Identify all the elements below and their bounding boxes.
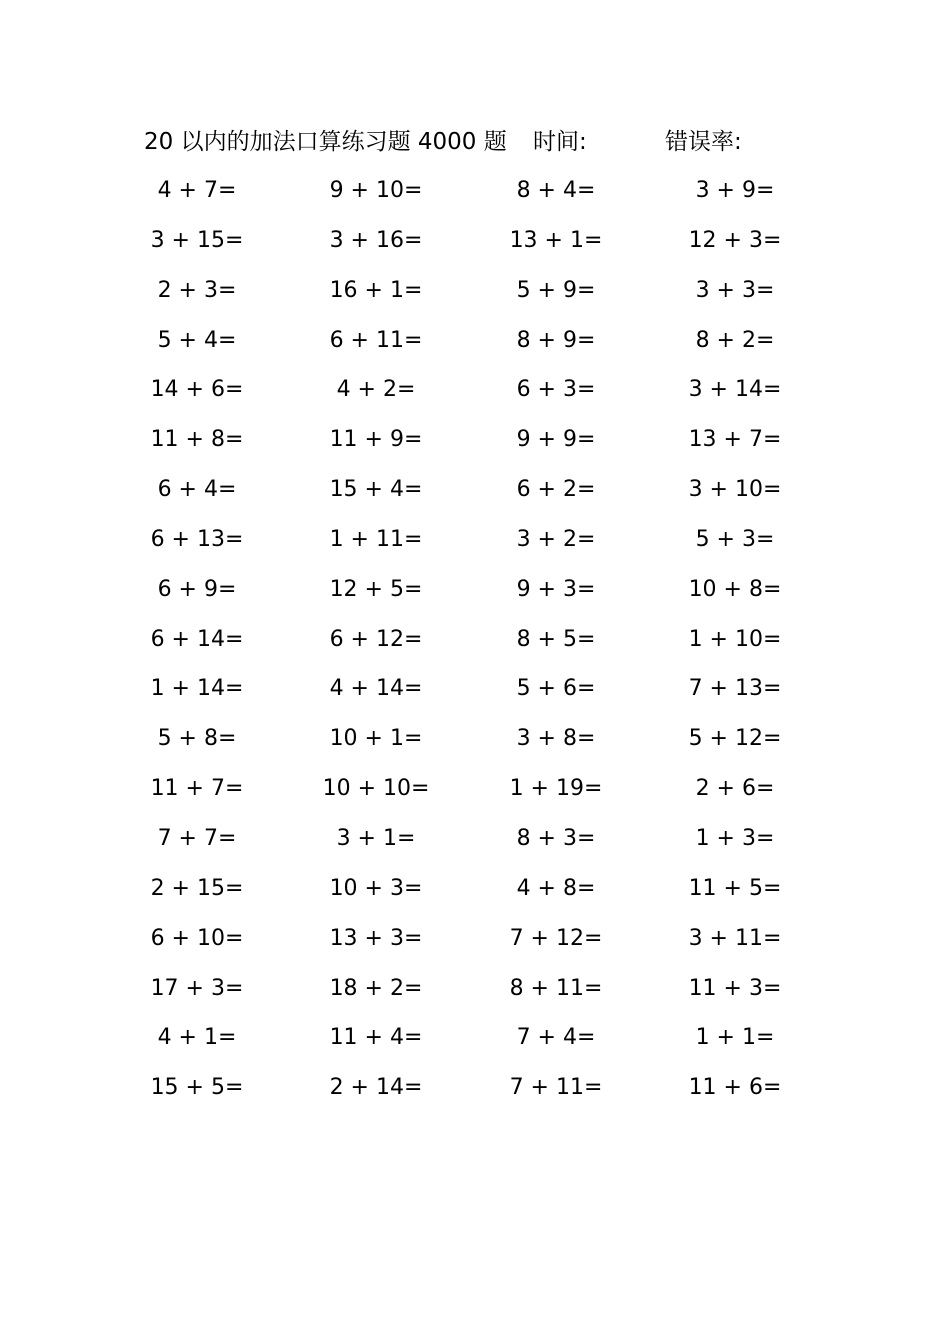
problem-item: 11 + 9= [329,427,423,453]
problem-grid [0,172,950,1119]
problem-item: 13 + 7= [688,427,782,453]
problem-row [0,471,950,521]
problem-row [0,521,950,571]
problem-item: 4 + 8= [516,875,596,901]
problem-item: 11 + 6= [688,1075,782,1101]
problem-row [0,920,950,970]
problem-item: 1 + 10= [688,626,782,652]
problem-item: 2 + 15= [150,875,244,901]
problem-item: 4 + 14= [329,676,423,702]
problem-item: 3 + 2= [516,526,596,552]
problem-row [0,322,950,372]
problem-item: 3 + 11= [688,925,782,951]
problem-row [0,222,950,272]
problem-item: 10 + 1= [329,726,423,752]
problem-item: 3 + 14= [688,377,782,403]
problem-item: 1 + 1= [695,1025,775,1051]
problem-item: 9 + 10= [329,178,423,203]
problem-item: 8 + 11= [509,975,603,1001]
problem-item: 8 + 3= [516,825,596,851]
problem-item: 6 + 12= [329,626,423,652]
problem-row [0,571,950,621]
problem-item: 5 + 3= [695,526,775,552]
problem-row [0,870,950,920]
problem-row [0,770,950,820]
problem-item: 2 + 6= [695,776,775,802]
problem-item: 2 + 3= [157,277,237,303]
problem-item: 5 + 4= [157,327,237,353]
problem-item: 6 + 11= [329,327,423,353]
problem-item: 3 + 16= [329,227,423,253]
problem-row [0,820,950,870]
problem-item: 13 + 3= [329,925,423,951]
problem-row [0,371,950,421]
problem-item: 1 + 3= [695,825,775,851]
problem-item: 11 + 3= [688,975,782,1001]
problem-item: 1 + 19= [509,776,603,802]
problem-item: 7 + 13= [688,676,782,702]
problem-item: 3 + 8= [516,726,596,752]
problem-row [0,1069,950,1119]
problem-item: 16 + 1= [329,277,423,303]
problem-item: 1 + 11= [329,526,423,552]
worksheet-title: 20 以内的加法口算练习题 4000 题 [144,129,507,155]
problem-item: 11 + 8= [150,427,244,453]
problem-item: 5 + 12= [688,726,782,752]
problem-item: 6 + 13= [150,526,244,552]
problem-item: 6 + 4= [157,477,237,503]
problem-row [0,1019,950,1069]
problem-item: 6 + 2= [516,477,596,503]
problem-item: 15 + 5= [150,1075,244,1101]
problem-item: 8 + 9= [516,327,596,353]
problem-item: 5 + 9= [516,277,596,303]
problem-row [0,970,950,1020]
problem-item: 6 + 14= [150,626,244,652]
problem-item: 7 + 12= [509,925,603,951]
problem-row [0,272,950,322]
problem-row [0,421,950,471]
problem-item: 8 + 5= [516,626,596,652]
problem-item: 6 + 3= [516,377,596,403]
problem-row [0,670,950,720]
problem-item: 18 + 2= [329,975,423,1001]
problem-item: 5 + 6= [516,676,596,702]
problem-item: 3 + 10= [688,477,782,503]
problem-row [0,720,950,770]
problem-item: 7 + 7= [157,825,237,851]
problem-item: 11 + 5= [688,875,782,901]
problem-item: 17 + 3= [150,975,244,1001]
problem-item: 9 + 3= [516,576,596,602]
worksheet-header [0,124,950,160]
problem-item: 10 + 3= [329,875,423,901]
problem-item: 5 + 8= [157,726,237,752]
problem-item: 11 + 4= [329,1025,423,1051]
problem-item: 4 + 7= [157,178,237,203]
problem-item: 3 + 1= [336,825,416,851]
problem-item: 3 + 3= [695,277,775,303]
time-label: 时间: [533,129,587,155]
problem-item: 3 + 15= [150,227,244,253]
problem-item: 9 + 9= [516,427,596,453]
problem-item: 6 + 9= [157,576,237,602]
problem-row [0,172,950,222]
problem-item: 12 + 3= [688,227,782,253]
problem-item: 7 + 4= [516,1025,596,1051]
problem-item: 4 + 1= [157,1025,237,1051]
problem-item: 3 + 9= [695,178,775,203]
problem-item: 15 + 4= [329,477,423,503]
problem-item: 10 + 8= [688,576,782,602]
problem-item: 4 + 2= [336,377,416,403]
problem-item: 7 + 11= [509,1075,603,1101]
problem-item: 8 + 4= [516,178,596,203]
problem-row [0,621,950,671]
problem-item: 1 + 14= [150,676,244,702]
problem-item: 10 + 10= [322,776,430,802]
problem-item: 13 + 1= [509,227,603,253]
problem-item: 11 + 7= [150,776,244,802]
problem-item: 12 + 5= [329,576,423,602]
problem-item: 14 + 6= [150,377,244,403]
error-rate-label: 错误率: [665,129,742,155]
problem-item: 2 + 14= [329,1075,423,1101]
problem-item: 8 + 2= [695,327,775,353]
problem-item: 6 + 10= [150,925,244,951]
